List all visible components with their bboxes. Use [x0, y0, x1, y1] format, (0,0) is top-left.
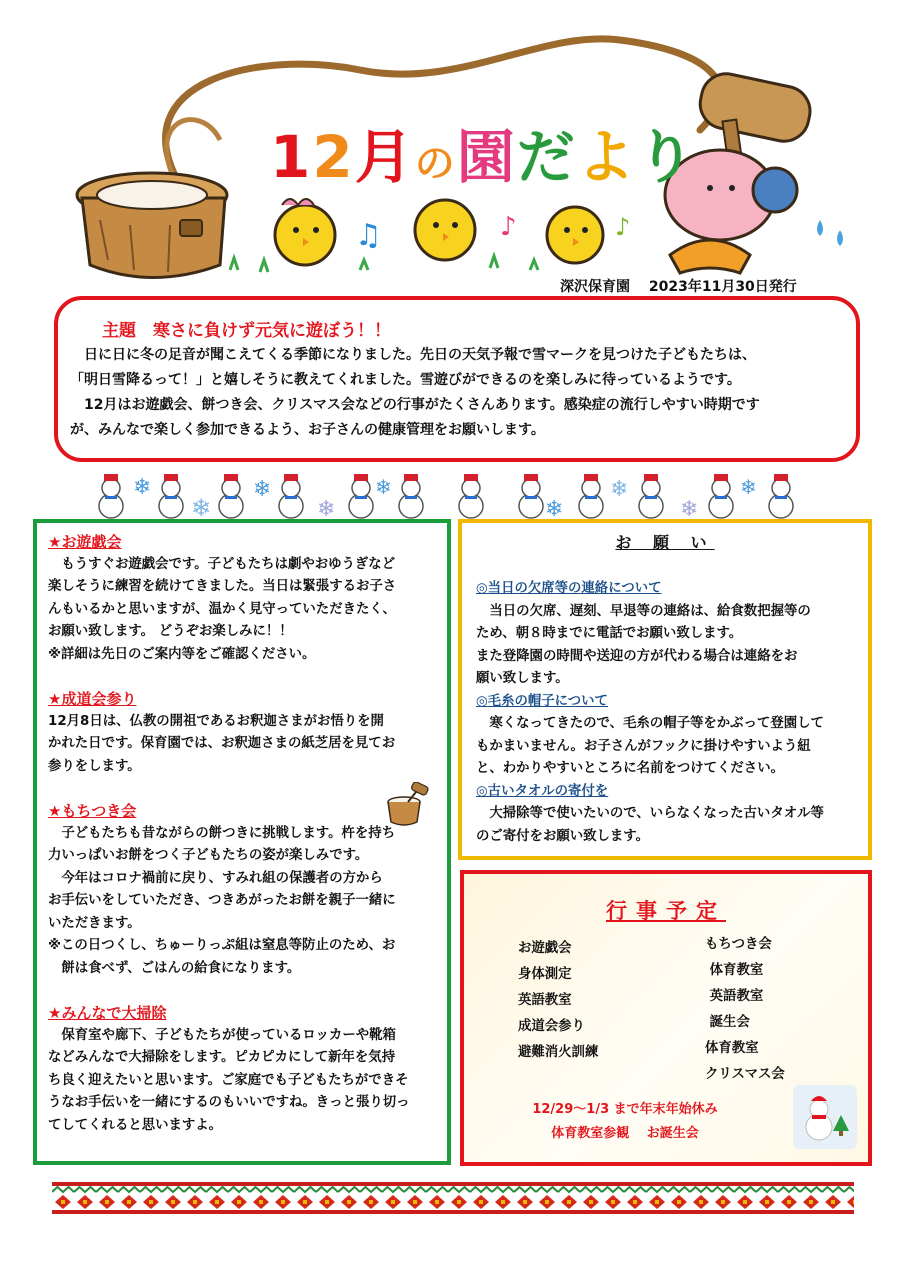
mochi-mortar-icon: [382, 782, 434, 826]
snowflake-icon: ❄: [610, 477, 629, 502]
section-line: うなお手伝いを一緒にするのもいいですね。きっと張り切っ: [48, 1095, 410, 1110]
music-note-icon: ♫: [355, 218, 382, 253]
section-line: などみんなで大掃除をします。ピカピカにして新年を気持: [48, 1050, 396, 1065]
chick-icon: [547, 207, 603, 263]
snowman-icon: [99, 474, 123, 518]
music-note-icon: ♪: [615, 213, 631, 241]
request-line: のご寄付をお願い致します。: [476, 828, 650, 844]
section-line: お手伝いをしていただき、つきあがったお餅を親子一緒に: [48, 893, 396, 908]
theme-title: 主題 寒さに負けず元気に遊ぼう！！: [102, 321, 391, 341]
section-line: 保育室や廊下、子どもたちが使っているロッカーや靴箱: [48, 1027, 396, 1043]
section-line: 餅は食べず、ごはんの給食になります。: [48, 960, 301, 976]
newsletter-title: [270, 110, 697, 194]
title-char: り: [636, 123, 697, 191]
event-item: クリスマス会: [705, 1067, 785, 1082]
snowman-icon: [639, 474, 663, 518]
requests-content: [476, 578, 866, 848]
event-note: 12/29～1/3 まで年末年始休み: [532, 1102, 718, 1117]
snowman-icon: [459, 474, 483, 518]
snowflake-icon: ❄: [253, 477, 272, 502]
event-item: 身体測定: [518, 967, 572, 982]
event-item: お遊戯会: [518, 941, 572, 956]
section-line: ち良く迎えたいと思います。ご家庭でも子どもたちができそ: [48, 1072, 409, 1088]
section-line: いただきます。: [48, 915, 141, 931]
snowman-icon: [579, 474, 603, 518]
section-heading: ★みんなで大掃除: [48, 1004, 167, 1022]
snowman-icon: [709, 474, 733, 518]
snowman-divider: [95, 470, 815, 522]
section-line: 力いっぱいお餅をつく子どもたちの姿が楽しみです。: [48, 848, 369, 863]
request-line: また登降園の時間や送迎の方が代わる場合は連絡をお: [476, 648, 798, 664]
section-line: 参りをします。: [48, 758, 141, 774]
request-line: 大掃除等で使いたいので、いらなくなった古いタオル等: [476, 806, 824, 821]
title-char: 1: [270, 123, 313, 191]
event-item: 体育教室: [705, 1041, 759, 1056]
events-column-2: [705, 932, 785, 1088]
event-item: 英語教室: [518, 993, 572, 1008]
request-line: 当日の欠席、遅刻、早退等の連絡は、給食数把握等の: [476, 603, 811, 619]
snowman-icon: [349, 474, 373, 518]
title-char: の: [414, 141, 457, 187]
snowman-icon: [769, 474, 793, 518]
event-item: 避難消火訓練: [518, 1045, 599, 1060]
events-title: 行事予定: [606, 899, 726, 923]
section-line: お願い致します。 どうぞお楽しみに！！: [48, 624, 293, 639]
request-line: 寒くなってきたので、毛糸の帽子等をかぶって登園して: [476, 716, 824, 731]
issuer-line: 深沢保育園 2023年11月30日発行: [560, 279, 797, 295]
request-line: ため、朝８時までに電話でお願い致します。: [476, 626, 743, 641]
footer-pattern: [52, 1182, 854, 1214]
request-heading: ◎毛糸の帽子について: [476, 693, 608, 709]
sweat-drop-icon: [817, 220, 823, 236]
chick-icon: [415, 200, 475, 260]
title-char: 2: [312, 123, 355, 191]
snowman-icon: [399, 474, 423, 518]
request-heading: ◎当日の欠席等の連絡について: [476, 581, 662, 596]
section-line: 子どもたちも昔ながらの餅つきに挑戦します。杵を持ち: [48, 825, 396, 841]
section-heading: ★成道会参り: [48, 690, 137, 708]
section-line: 12月8日は、仏教の開祖であるお釈迦さまがお悟りを開: [48, 713, 384, 729]
snowman-icon: [279, 474, 303, 518]
music-note-icon: ♪: [500, 212, 517, 242]
title-char: だ: [516, 123, 577, 191]
snowflake-icon: ❄: [740, 475, 757, 499]
snowflake-icon: ❄: [545, 497, 564, 522]
events-notes: [460, 1098, 790, 1146]
snowman-icon: [219, 474, 243, 518]
event-item: 体育教室: [705, 963, 764, 978]
grass: [230, 256, 538, 272]
event-item: 誕生会: [705, 1015, 750, 1030]
request-line: もかまいません。お子さんがフックに掛けやすいよう紐: [476, 738, 811, 754]
events-column-1: [518, 936, 598, 1066]
snowflake-icon: ❄: [375, 475, 392, 499]
request-heading: ◎古いタオルの寄付を: [476, 783, 609, 799]
snowflake-icon: ❄: [133, 475, 152, 500]
chick-icon: [275, 199, 335, 265]
request-line: 願い致します。: [476, 671, 569, 686]
section-line: ※この日つくし、ちゅーりっぷ組は窒息等防止のため、お: [48, 938, 396, 953]
section-heading: ★お遊戯会: [48, 533, 122, 551]
event-item: もちつき会: [705, 937, 772, 952]
left-column-content: [48, 531, 446, 1137]
requests-title: お 願 い: [615, 533, 715, 552]
snowman-icon: [519, 474, 543, 518]
title-char: 月: [354, 123, 415, 191]
mortar-icon: [77, 173, 227, 278]
section-line: 楽しそうに練習を続けてきました。当日は緊張するお子さ: [48, 579, 397, 594]
snowflake-icon: ❄: [680, 497, 699, 522]
event-item: 成道会参り: [518, 1019, 585, 1034]
snowflake-icon: ❄: [191, 494, 212, 522]
section-line: 今年はコロナ禍前に戻り、すみれ組の保護者の方から: [48, 870, 383, 886]
section-line: んもいるかと思いますが、温かく見守っていただきたく、: [48, 601, 396, 617]
snowman-tree-icon: [793, 1085, 857, 1149]
section-heading: ★もちつき会: [48, 802, 137, 820]
snowflake-icon: ❄: [317, 497, 336, 522]
theme-line: 日に日に冬の足音が聞こえてくる季節になりました。先日の天気予報で雪マークを見つけた子どもたちは、: [70, 347, 756, 363]
request-line: と、わかりやすいところに名前をつけてください。: [476, 761, 784, 776]
theme-line: 「明日雪降るって！」と嬉しそうに教えてくれました。雪遊びができるのを楽しみに待っているようです。: [70, 372, 741, 388]
section-line: ※詳細は先日のご案内等をご確認ください。: [48, 646, 316, 662]
theme-line: が、みんなで楽しく参加できるよう、お子さんの健康管理をお願いします。: [70, 422, 545, 438]
event-item: 英語教室: [705, 989, 764, 1004]
title-char: 園: [456, 123, 517, 191]
theme-line: 12月はお遊戯会、餅つき会、クリスマス会などの行事がたくさんあります。感染症の流行しやすい時期です: [70, 397, 760, 413]
event-note: 体育教室参観 お誕生会: [551, 1126, 699, 1141]
section-line: てしてくれると思いますよ。: [48, 1117, 223, 1133]
theme-text: [70, 343, 850, 443]
title-char: よ: [576, 123, 637, 191]
section-line: かれた日です。保育園では、お釈迦さまの紙芝居を見てお: [48, 736, 396, 751]
snowman-icon: [159, 474, 183, 518]
section-line: もうすぐお遊戯会です。子どもたちは劇やおゆうぎなど: [48, 556, 396, 572]
sweat-drop-icon: [837, 230, 843, 246]
